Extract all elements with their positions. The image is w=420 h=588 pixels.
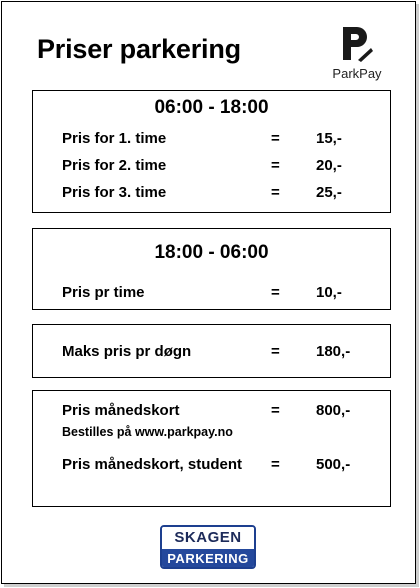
day-price-box bbox=[32, 90, 391, 213]
price-label: Pris månedskort bbox=[62, 402, 180, 419]
page-title: Priser parkering bbox=[37, 34, 241, 64]
price-label: Pris for 2. time bbox=[62, 157, 167, 174]
day-period: 06:00 - 18:00 bbox=[154, 97, 269, 118]
equals-sign: = bbox=[271, 184, 280, 201]
parkpay-logo bbox=[324, 24, 390, 84]
equals-sign: = bbox=[271, 130, 280, 147]
night-period: 18:00 - 06:00 bbox=[154, 242, 269, 263]
price-sign bbox=[1, 1, 416, 584]
skagen-parkering-logo bbox=[160, 525, 256, 569]
price-label: Pris pr time bbox=[62, 284, 145, 301]
logo-text: ParkPay bbox=[332, 66, 382, 81]
price-row bbox=[33, 342, 390, 362]
equals-sign: = bbox=[271, 343, 280, 360]
equals-sign: = bbox=[271, 456, 280, 473]
price-label: Pris for 3. time bbox=[62, 184, 167, 201]
price-value: 180,- bbox=[316, 343, 351, 360]
price-value: 15,- bbox=[316, 130, 342, 147]
max-price-box bbox=[32, 324, 391, 378]
price-label: Maks pris pr døgn bbox=[62, 343, 192, 360]
parkpay-p-icon bbox=[340, 24, 374, 62]
brand-line-1: SKAGEN bbox=[162, 527, 254, 549]
equals-sign: = bbox=[271, 402, 280, 419]
price-value: 20,- bbox=[316, 157, 342, 174]
price-value: 25,- bbox=[316, 184, 342, 201]
price-value: 10,- bbox=[316, 284, 342, 301]
price-value: 800,- bbox=[316, 402, 351, 419]
monthly-price-box bbox=[32, 390, 391, 507]
price-row bbox=[33, 455, 390, 475]
price-label: Pris månedskort, student bbox=[62, 456, 243, 473]
order-note: Bestilles på www.parkpay.no bbox=[62, 425, 233, 439]
brand-line-2: PARKERING bbox=[162, 549, 254, 569]
night-price-box bbox=[32, 228, 391, 310]
equals-sign: = bbox=[271, 284, 280, 301]
price-row bbox=[33, 401, 390, 421]
price-row bbox=[33, 156, 390, 176]
price-row bbox=[33, 183, 390, 203]
price-label: Pris for 1. time bbox=[62, 130, 167, 147]
price-row bbox=[33, 283, 390, 303]
price-row bbox=[33, 129, 390, 149]
price-value: 500,- bbox=[316, 456, 351, 473]
equals-sign: = bbox=[271, 157, 280, 174]
